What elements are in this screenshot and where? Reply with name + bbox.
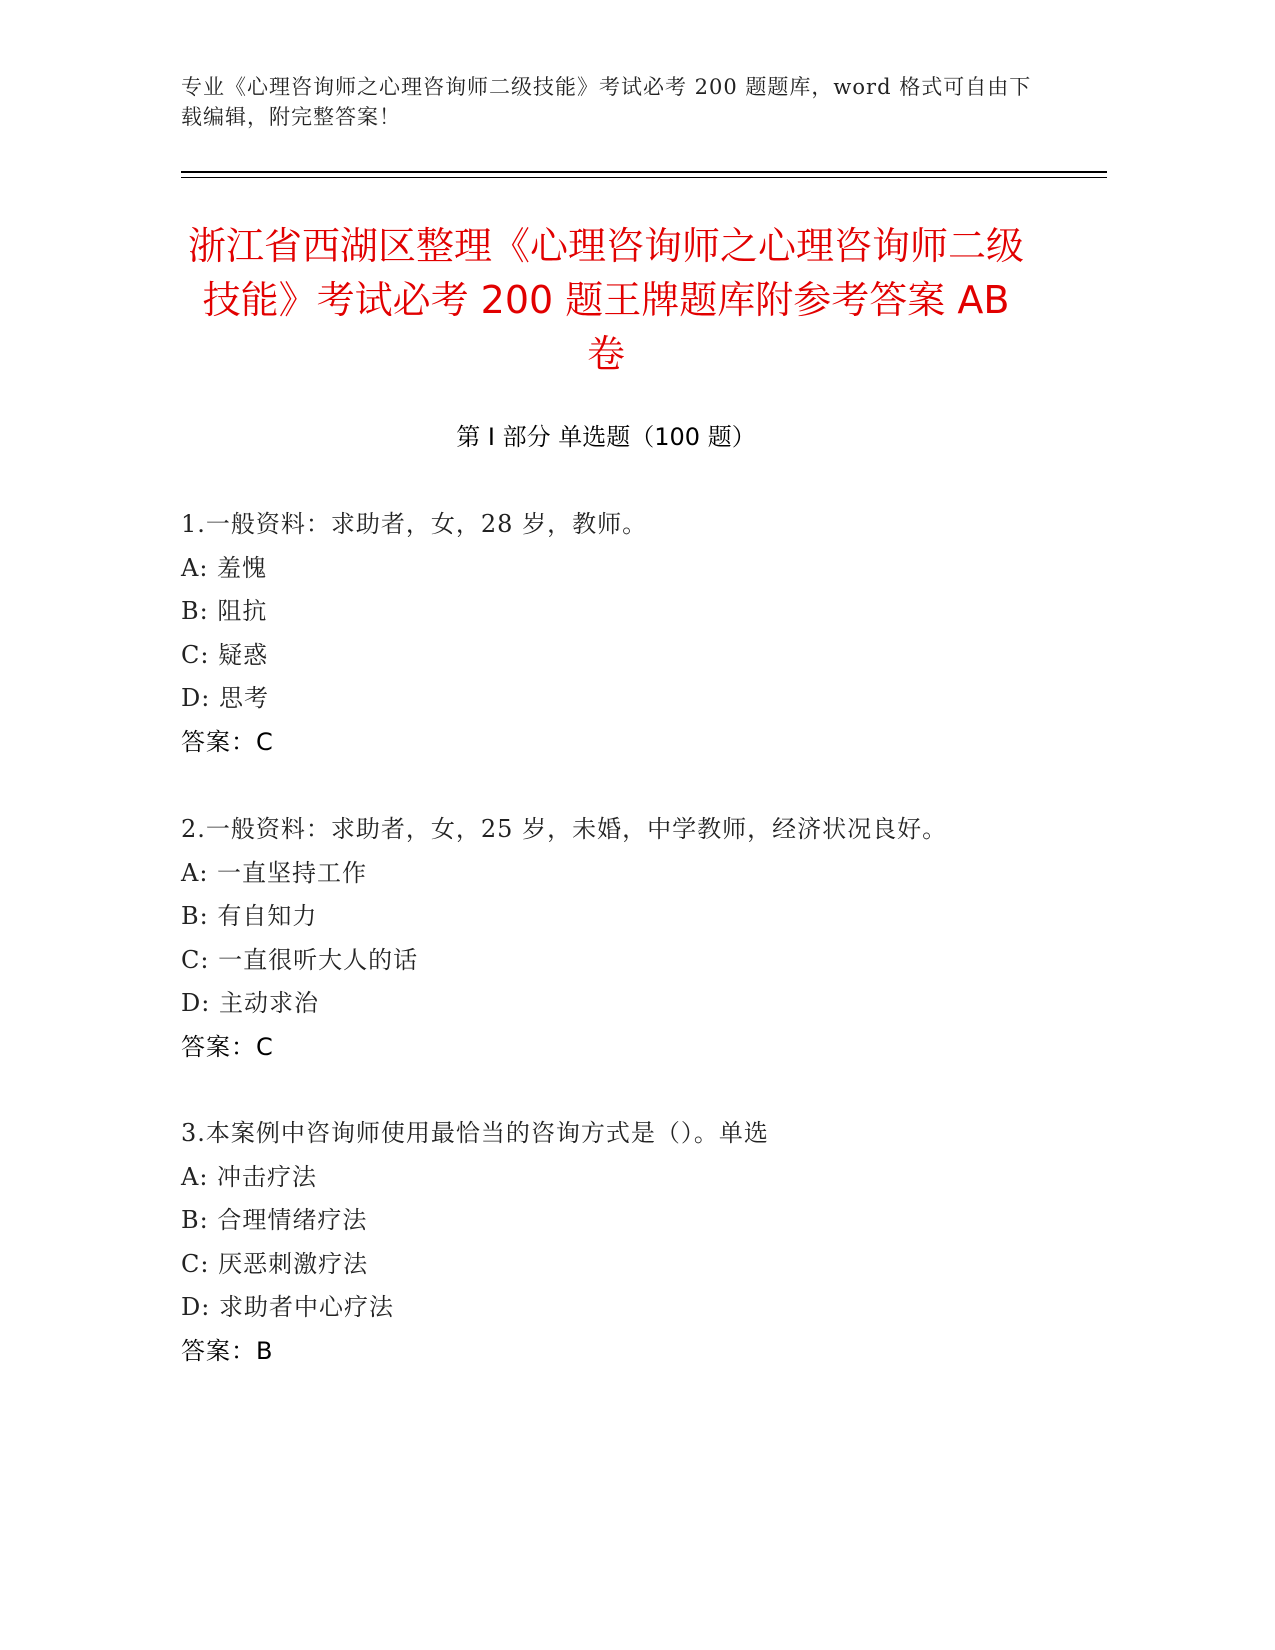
question-2 — [181, 808, 1081, 1069]
option-a: A: 一直坚持工作 — [181, 858, 368, 887]
option-b: B: 阻抗 — [181, 597, 268, 625]
section-title: 第 I 部分 单选题（100 题） — [456, 423, 756, 451]
header-divider-thin — [181, 177, 1107, 178]
question-1 — [181, 503, 1081, 764]
option-c: C: 一直很听大人的话 — [181, 945, 419, 974]
question-stem: 2.一般资料：求助者，女，25 岁，未婚，中学教师，经济状况良好。 — [181, 815, 948, 843]
option-d: D: 主动求治 — [181, 989, 319, 1017]
option-a: A: 羞愧 — [181, 553, 268, 582]
answer: 答案：C — [181, 727, 274, 756]
option-d: D: 求助者中心疗法 — [181, 1293, 394, 1321]
answer: 答案：C — [181, 1032, 274, 1061]
question-stem: 1.一般资料：求助者，女，28 岁，教师。 — [181, 510, 648, 538]
option-a: A: 冲击疗法 — [181, 1162, 318, 1191]
option-b: B: 合理情绪疗法 — [181, 1206, 368, 1234]
header-divider-thick — [181, 171, 1107, 173]
question-stem: 3.本案例中咨询师使用最恰当的咨询方式是（）。单选 — [181, 1119, 769, 1147]
header-note: 专业《心理咨询师之心理咨询师二级技能》考试必考 200 题题库，word 格式可自由下载编辑，附完整答案！ — [181, 75, 1032, 129]
document-title: 浙江省西湖区整理《心理咨询师之心理咨询师二级技能》考试必考 200 题王牌题库附参考答案 AB 卷 — [187, 224, 1024, 376]
option-b: B: 有自知力 — [181, 902, 318, 930]
answer: 答案：B — [181, 1336, 274, 1365]
question-3 — [181, 1112, 1081, 1373]
option-c: C: 疑惑 — [181, 640, 269, 669]
option-d: D: 思考 — [181, 684, 269, 712]
option-c: C: 厌恶刺激疗法 — [181, 1249, 369, 1278]
